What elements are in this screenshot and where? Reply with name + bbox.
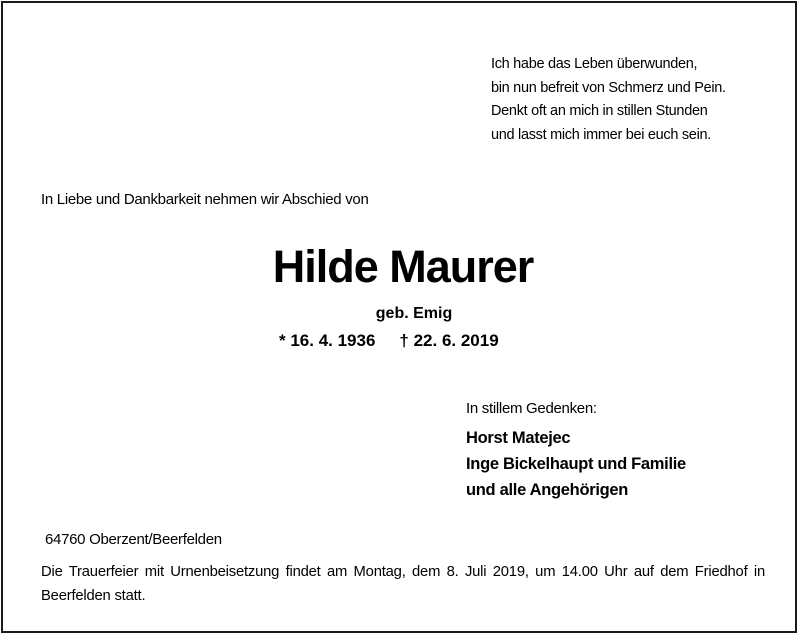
mourner-name: und alle Angehörigen: [466, 481, 629, 499]
obituary-notice: [1, 1, 797, 633]
poem-line: Denkt oft an mich in stillen Stunden: [491, 103, 708, 119]
funeral-notice: Die Trauerfeier mit Urnenbeisetzung findet am Montag, dem 8. Juli 2019, um 14.00 Uhr auf dem Friedhof in Beerfelden statt.: [41, 564, 765, 604]
maiden-name: geb. Emig: [375, 305, 453, 322]
poem-line: Ich habe das Leben überwunden,: [491, 56, 698, 72]
memorial-poem: [491, 53, 726, 147]
mourners-list: [466, 425, 686, 503]
farewell-intro: In Liebe und Dankbarkeit nehmen wir Abschied von: [41, 191, 369, 208]
mourners-intro: In stillem Gedenken:: [466, 400, 597, 417]
mourner-name: Horst Matejec: [466, 429, 571, 447]
life-dates: [279, 331, 499, 351]
mourner-name: Inge Bickelhaupt und Familie: [466, 455, 686, 473]
place-line: 64760 Oberzent/Beerfelden: [45, 531, 222, 548]
poem-line: und lasst mich immer bei euch sein.: [491, 126, 711, 143]
poem-line: bin nun befreit von Schmerz und Pein.: [491, 79, 726, 96]
death-date: † 22. 6. 2019: [399, 331, 499, 350]
birth-date: * 16. 4. 1936: [279, 331, 376, 350]
deceased-name: Hilde Maurer: [272, 241, 534, 292]
